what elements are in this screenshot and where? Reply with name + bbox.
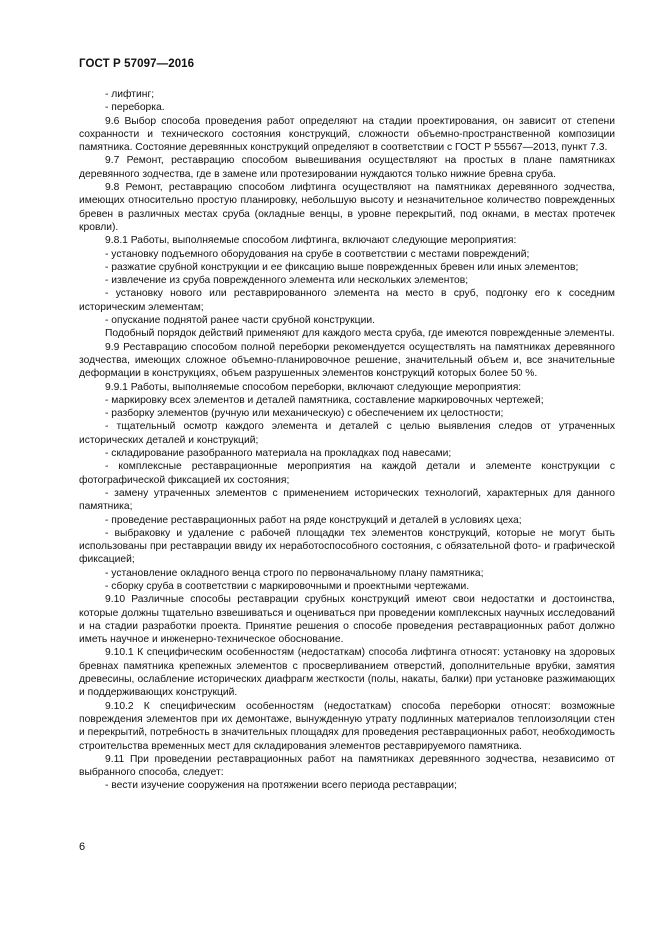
paragraph: - разжатие срубной конструкции и ее фиксацию выше поврежденных бревен или иных элементов; [105,261,579,273]
paragraph: 9.10.1 К специфическим особенностям (недостаткам) способа лифтинга относят: установку на здоровых бревнах памятника крепежных элементов с просверливанием отверстий, дополнительные врубки, замятия древесины, ослабление исторических диафрагм жесткости (полы, накаты, балки) при установке разжимающих и поддерживающих конструкций. [79,647,615,699]
paragraph: 9.7 Ремонт, реставрацию способом вывешивания осуществляют на простых в плане памятниках деревянного зодчества, где в замене или протезировании нуждаются только нижние бревна сруба. [79,155,615,180]
paragraph: 9.8.1 Работы, выполняемые способом лифтинга, включают следующие мероприятия: [105,235,517,247]
page-number: 6 [79,841,86,853]
document-header: ГОСТ Р 57097—2016 [79,58,195,70]
paragraph: 9.11 При проведении реставрационных работ на памятниках деревянного зодчества, независимо от выбранного способа, следует: [79,753,615,779]
document-body [79,88,615,793]
paragraph: - установку подъемного оборудования на срубе в соответствии с местами повреждений; [105,248,530,260]
paragraph: - проведение реставрационных работ на ряде конструкций и деталей в условиях цеха; [105,514,522,526]
paragraph: 9.9.1 Работы, выполняемые способом переборки, включают следующие мероприятия: [105,381,522,393]
paragraph: 9.8 Ремонт, реставрацию способом лифтинга осуществляют на памятниках деревянного зодчества, имеющих относительно простую планировку, небольшую высоту и незначительное количество поврежденных бревен в различных местах сруба (окладные венцы, в уровне перекрытий, под окнами, в местах протечек кровли). [79,182,615,233]
paragraph: - комплексные реставрационные мероприятия на каждой детали и элементе конструкции с фотографической фиксацией их состояния; [79,461,615,486]
paragraph: - сборку сруба в соответствии с маркировочными и проектными чертежами. [105,580,470,592]
paragraph: 9.6 Выбор способа проведения работ определяют на стадии проектирования, он зависит от степени сохранности и технического состояния конструкций, сложности объемно-пространственной композиции памятника. Состояние деревянных конструкций определяют в соответствии с ГОСТ Р 55567—2013, пункт 7.3. [79,115,615,154]
paragraph: - установление окладного венца строго по первоначальному плану памятника; [105,567,484,579]
paragraph: - маркировку всех элементов и деталей памятника, составление маркировочных чертежей; [105,394,544,406]
paragraph: Подобный порядок действий применяют для каждого места сруба, где имеются поврежденные элементы. [105,328,615,340]
paragraph: - разборку элементов (ручную или механическую) с обеспечением их целостности; [105,408,504,420]
paragraph: 9.10 Различные способы реставрации срубных конструкций имеют свои недостатки и достоинства, которые должны тщательно взвешиваться и оцениваться при проведении комплексных научных исследований и на стадии разработки проекта. Принятие решения о способе проведения реставрационных работ должно иметь научное и инженерно-техническое обоснование. [79,594,615,646]
paragraph: - установку нового или реставрированного элемента на место в сруб, подгонку его к соседним историческим элементам; [79,288,615,313]
paragraph: 9.9 Реставрацию способом полной переборки рекомендуется осуществлять на памятниках деревянного зодчества, имеющих сложное объемно-планировочное решение, значительный объем и, все значительные деформации в конструкциях, объем разрушенных элементов конструкций которых более 50 %. [79,341,615,380]
paragraph: - выбраковку и удаление с рабочей площадки тех элементов конструкций, которые не могут быть использованы при реставрации ввиду их неработоспособного состояния, с обязательной фото- и графической фиксацией; [79,527,615,566]
paragraph: - переборка. [105,102,165,114]
paragraph: - вести изучение сооружения на протяжении всего периода реставрации; [105,780,457,792]
paragraph: - лифтинг; [105,89,155,100]
paragraph: 9.10.2 К специфическим особенностям (недостаткам) способа переборки относят: возможные повреждения элементов при их демонтаже, вынужденную утрату подлинных материалов теплоизоляции стен и перекрытий, потребность в значительных площадях для проведения реставрационных работ, необходимость строительства временных мест для складирования элементов реставрируемого памятника. [79,700,615,752]
paragraph: - тщательный осмотр каждого элемента и деталей с целью выявления следов от утраченных исторических деталей и конструкций; [79,421,615,446]
paragraph: - складирование разобранного материала на прокладках под навесами; [105,448,452,460]
paragraph: - извлечение из сруба поврежденного элемента или нескольких элементов; [105,275,469,287]
paragraph: - замену утраченных элементов с применением исторических технологий, характерных для данного памятника; [79,487,615,513]
paragraph: - опускание поднятой ранее части срубной конструкции. [105,315,375,327]
